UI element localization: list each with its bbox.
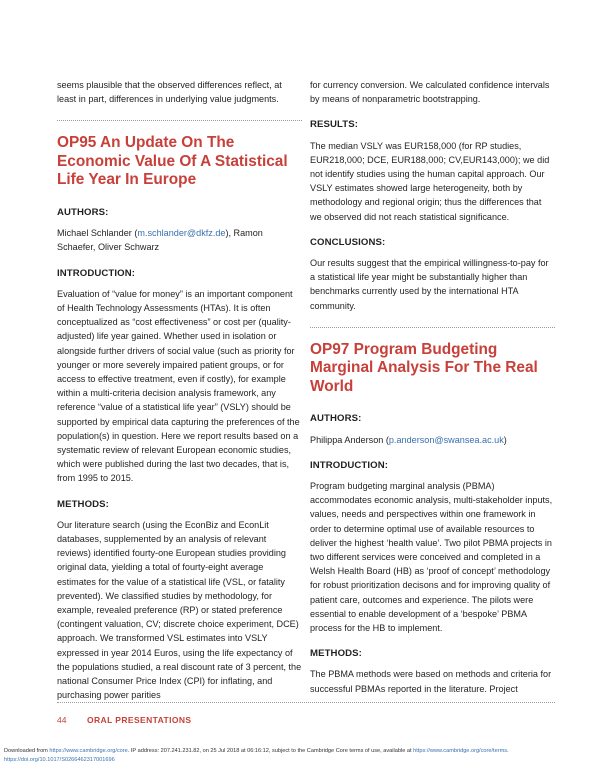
right-continuation-text: for currency conversion. We calculated confidence intervals by means of nonparametric bootstrapping. <box>310 80 550 105</box>
page-number: 44 <box>57 715 67 725</box>
introduction-heading: INTRODUCTION: <box>57 267 136 279</box>
abstract-title-op95: OP95 An Update On The Economic Value Of A Statistical Life Year In Europe <box>57 134 288 189</box>
terms-link[interactable]: https://www.cambridge.org/core/terms <box>413 748 508 754</box>
right-column <box>310 78 555 708</box>
author-email-link[interactable]: p.anderson@swansea.ac.uk <box>388 434 504 445</box>
authors-heading: AUTHORS: <box>310 413 362 425</box>
authors-text: Philippa Anderson (p.anderson@swansea.ac.uk) <box>310 434 507 445</box>
methods-text: Our literature search (using the EconBiz and EconLit databases, supplemented by an analysis of relevant reviews) identified fourty-one European studies providing original data, yielding a total of fourty-eight average estimates for the value of a statistical life (VSL, or fatality prevented). We classified studies by methodology, for example, revealed preference (RP) or stated preference (contingent valuation, CV; discrete choice experiment, DCE) approach. We transformed VSL estimates into VSLY expressed in year 2014 Euros, using the life expectancy of the populations studied, a real discount rate of 3 percent, the national Consumer Price Index (CPI) for inflating, and purchasing power parities <box>57 519 302 701</box>
conclusions-heading: CONCLUSIONS: <box>310 236 386 248</box>
left-continuation-text: seems plausible that the observed differences reflect, at least in part, differences in underlying value judgments. <box>57 80 282 105</box>
methods-text: The PBMA methods were based on methods and criteria for successful PBMAs reported in the literature. Project <box>310 669 552 694</box>
author-email-link[interactable]: m.schlander@dkfz.de <box>137 228 226 239</box>
introduction-text: Program budgeting marginal analysis (PBMA) accommodates economic analysis, multi-stakeholder inputs, values, needs and perspectives within one framework in order to determine optimal use of available resources to deliver the highest ‘health value’. Two pilot PBMA projects in two different services were conceived and completed in a Welsh Health Board (HB) as ‘proof of concept’ methodology for robust prioritization decisons and for improving quality of patient care, outcomes and experience. The pilots were essential to enable development of a ‘bespoke’ PBMA process for the HB to implement. <box>310 480 553 633</box>
abstract-title-op97: OP97 Program Budgeting Marginal Analysis For The Real World <box>310 340 538 395</box>
authors-heading: AUTHORS: <box>57 206 109 218</box>
cambridge-core-link[interactable]: https://www.cambridge.org/core <box>49 748 128 754</box>
results-heading: RESULTS: <box>310 119 359 131</box>
introduction-heading: INTRODUCTION: <box>310 459 389 471</box>
methods-heading: METHODS: <box>57 498 109 510</box>
abstract-op95 <box>57 134 302 702</box>
conclusions-text: Our results suggest that the empirical willingness-to-pay for a statistical life year might be substantially higher than benchmarks currently used by the international HTA community. <box>310 258 549 311</box>
results-text: The median VSLY was EUR158,000 (for RP studies, EUR218,000; DCE, EUR188,000; CV,EUR143,000); we did not identify studies using the human capital approach. Our VSLY estimates showed large heterogeneity, both by methodology and regional origin; thus the differences that we observed did not reach statistical significance. <box>310 140 550 222</box>
abstract-op97 <box>310 341 555 696</box>
footer-divider <box>57 702 555 703</box>
download-notice: Downloaded from https://www.cambridge.org/core. IP address: 207.241.231.82, on 25 Jul 2018 at 06:16:12, subject to the Cambridge Core terms of use, available at https://www.cambridge.org/core/terms. https://doi.org/10.1017/S0266462317001696 <box>4 748 509 763</box>
introduction-text: Evaluation of “value for money” is an important component of Health Technology Assessments (HTAs). It is often conceptualized as “cost effectiveness” or cost per (quality-adjusted) life year gained. Whether used in isolation or alongside further drivers of social value (such as priority for younger or more severely impaired patient groups, or for access to effective treatment, even if costly), for example within a multi-criteria decision analysis framework, any reference “value of a statistical life year” (VSLY) should be supported by empirical data capturing the preferences of the population(s) in question. Here we report results based on a systematic review of relevant European economic studies, which were published during the last two decades, that is, from 1995 to 2015. <box>57 288 300 484</box>
running-head: ORAL PRESENTATIONS <box>87 715 192 725</box>
doi-link[interactable]: https://doi.org/10.1017/S0266462317001696 <box>4 757 115 763</box>
section-divider <box>310 327 555 328</box>
methods-heading: METHODS: <box>310 648 362 660</box>
left-column <box>57 78 302 714</box>
authors-text: Michael Schlander (m.schlander@dkfz.de), Ramon Schaefer, Oliver Schwarz <box>57 228 263 253</box>
section-divider <box>57 120 302 121</box>
